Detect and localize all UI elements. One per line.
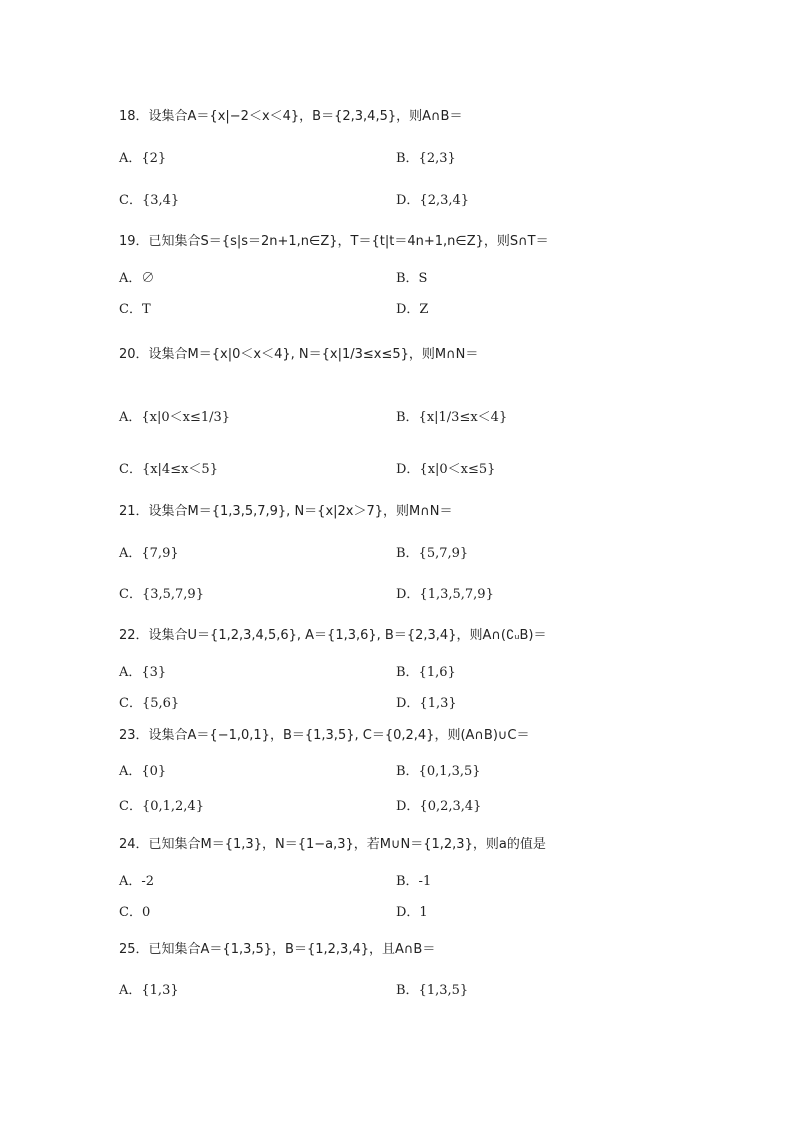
question-23-option-b[interactable]: B．{0,1,3,5} (396, 764, 481, 779)
question-24-option-a[interactable]: A．-2 (119, 874, 155, 889)
question-19-stem: 19．已知集合S＝{s|s＝2n+1,n∈Z}，T＝{t|t＝4n+1,n∈Z}，则S∩T＝ (119, 234, 549, 249)
question-19-option-b[interactable]: B．S (396, 271, 428, 286)
question-20-option-c[interactable]: C．{x|4≤x＜5} (119, 462, 218, 477)
question-24-option-d[interactable]: D．1 (396, 905, 428, 920)
question-21-stem: 21．设集合M＝{1,3,5,7,9}, N＝{x|2x＞7}，则M∩N＝ (119, 504, 453, 519)
question-20-option-d[interactable]: D．{x|0＜x≤5} (396, 462, 496, 477)
question-23-stem: 23．设集合A＝{−1,0,1}，B＝{1,3,5}, C＝{0,2,4}，则(A∩B)∪C＝ (119, 728, 530, 743)
question-25-stem: 25．已知集合A＝{1,3,5}，B＝{1,2,3,4}，且A∩B＝ (119, 942, 436, 957)
question-20-stem: 20．设集合M＝{x|0＜x＜4}, N＝{x|1/3≤x≤5}，则M∩N＝ (119, 347, 479, 362)
question-20-option-b[interactable]: B．{x|1/3≤x＜4} (396, 410, 508, 425)
question-21-option-c[interactable]: C．{3,5,7,9} (119, 587, 204, 602)
question-19-option-d[interactable]: D．Z (396, 302, 429, 317)
question-24-option-c[interactable]: C．0 (119, 905, 151, 920)
question-23-option-d[interactable]: D．{0,2,3,4} (396, 799, 482, 814)
question-22-option-a[interactable]: A．{3} (119, 665, 167, 680)
question-18-option-b[interactable]: B．{2,3} (396, 151, 456, 166)
question-22-option-b[interactable]: B．{1,6} (396, 665, 456, 680)
question-22-stem: 22．设集合U＝{1,2,3,4,5,6}, A＝{1,3,6}, B＝{2,3,4}，则A∩(∁ᵤB)＝ (119, 628, 547, 643)
question-18-stem: 18．设集合A＝{x|−2＜x＜4}，B＝{2,3,4,5}，则A∩B＝ (119, 109, 463, 124)
question-23-option-a[interactable]: A．{0} (119, 764, 167, 779)
question-22-option-d[interactable]: D．{1,3} (396, 696, 457, 711)
question-19-option-c[interactable]: C．T (119, 302, 151, 317)
question-24-stem: 24．已知集合M＝{1,3}，N＝{1−a,3}，若M∪N＝{1,2,3}，则a的值是 (119, 837, 546, 852)
question-19-option-a[interactable]: A．∅ (119, 271, 155, 286)
question-22-option-c[interactable]: C．{5,6} (119, 696, 180, 711)
question-20-option-a[interactable]: A．{x|0＜x≤1/3} (119, 410, 231, 425)
question-21-option-a[interactable]: A．{7,9} (119, 546, 179, 561)
question-25-option-a[interactable]: A．{1,3} (119, 983, 179, 998)
question-25-option-b[interactable]: B．{1,3,5} (396, 983, 469, 998)
question-18-option-d[interactable]: D．{2,3,4} (396, 193, 470, 208)
question-23-option-c[interactable]: C．{0,1,2,4} (119, 799, 204, 814)
question-18-option-c[interactable]: C．{3,4} (119, 193, 180, 208)
question-21-option-b[interactable]: B．{5,7,9} (396, 546, 469, 561)
question-24-option-b[interactable]: B．-1 (396, 874, 432, 889)
question-21-option-d[interactable]: D．{1,3,5,7,9} (396, 587, 494, 602)
question-18-option-a[interactable]: A．{2} (119, 151, 167, 166)
